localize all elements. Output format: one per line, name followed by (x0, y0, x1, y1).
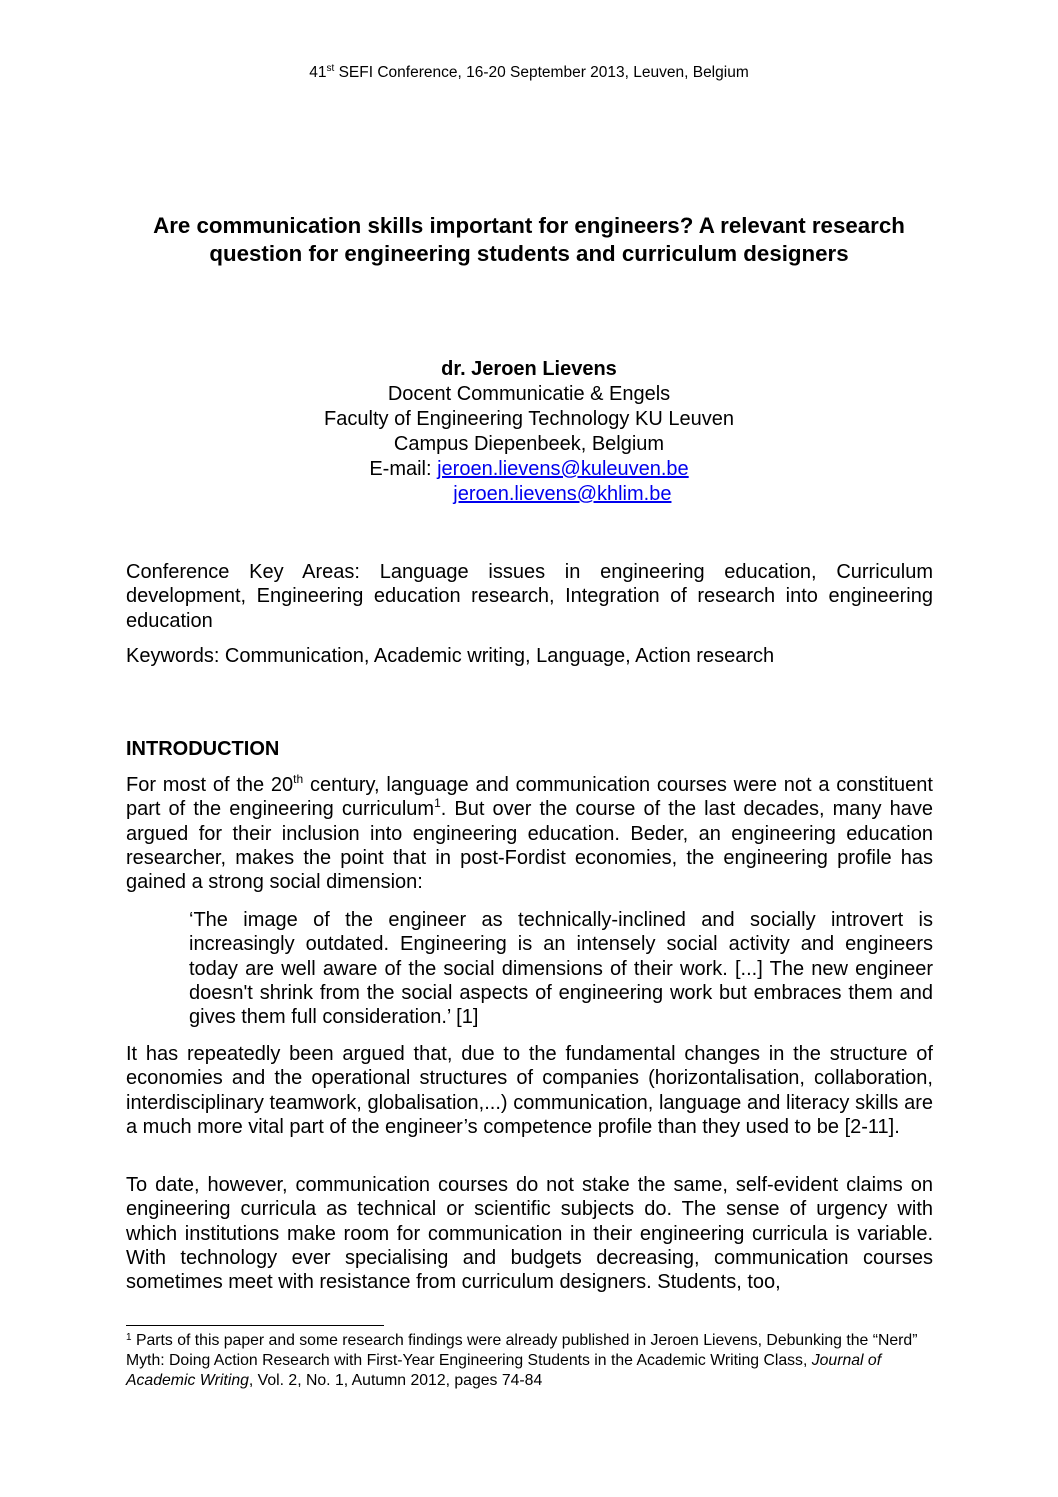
author-faculty: Faculty of Engineering Technology KU Leuven (324, 408, 734, 430)
conference-details: SEFI Conference, 16-20 September 2013, Leuven, Belgium (334, 64, 749, 81)
conference-number: 41 (309, 64, 327, 81)
intro-paragraph-1-text (126, 773, 933, 894)
author-email-line-2 (0, 482, 1058, 507)
intro-paragraph-2-text: It has repeatedly been argued that, due to the fundamental changes in the structure of economies and the operational structures of companies (horizontalisation, collaboration, interdisciplinary teamwork, globalisation,...) communication, language and literacy skills are a much more vital part of the engineer’s competence profile than they used to be [2-11]. (126, 1043, 933, 1138)
intro-paragraph-3-text: To date, however, communication courses do not stake the same, self-evident claims on engineering curricula as technical or scientific subjects do. The sense of urgency with which institutions make room for communication in their engineering curricula is variable. With technology ever specialising and budgets decreasing, communication courses sometimes meet with resistance from curriculum designers. Students, too, (126, 1174, 933, 1294)
conference-ordinal: st (326, 63, 335, 74)
section-heading-introduction: INTRODUCTION (126, 738, 280, 760)
email-link-kuleuven[interactable]: jeroen.lievens@kuleuven.be (437, 458, 689, 480)
author-campus: Campus Diepenbeek, Belgium (393, 433, 665, 455)
intro-paragraph-1 (126, 773, 933, 894)
key-areas-text: Conference Key Areas: Language issues in engineering education, Curriculum development, Engineering education research, Integration of research into engineering education (126, 561, 933, 632)
author-position: Docent Communicatie & Engels (387, 383, 671, 405)
p1-part-a: For most of the 20 (126, 774, 294, 796)
p1-superscript: th (293, 772, 304, 786)
footnote-text-b: , Vol. 2, No. 1, Autumn 2012, pages 74-84 (248, 1372, 543, 1389)
keywords (126, 644, 933, 668)
intro-paragraph-3 (126, 1173, 933, 1294)
p1-part-c: . But over the course of the last decades, many have argued for their inclusion into engineering education. Beder, an engineering education researcher, makes the point that in post-Fordist economies, the engineering profile has gained a strong social dimension: (126, 798, 933, 894)
footnote (126, 1331, 933, 1391)
footnote-ref: 1 (434, 796, 441, 811)
p1-part-b: century, language and communication courses were not a constituent part of the engineering curriculum (126, 774, 933, 821)
footnote-number: 1 (126, 1332, 132, 1343)
conference-key-areas (126, 560, 933, 633)
footnote-journal: Journal of Academic Writing (126, 1352, 882, 1389)
author-block (0, 357, 1058, 507)
email-label: E-mail: (369, 458, 438, 480)
block-quote: ‘The image of the engineer as technically-inclined and socially introvert is increasingly outdated. Engineering is an intensely social activity and engineers today are well aware of the social dimensions of their work. [...] The new engineer doesn't shrink from the social aspects of engineering work but embraces them and gives them full consideration.’ [1] (189, 909, 933, 1029)
footnote-text-a: Parts of this paper and some research findings were already published in Jeroen Lievens, Debunking the “Nerd” Myth: Doing Action Research with First-Year Engineering Students in the Academic Writing Class, (126, 1332, 918, 1369)
intro-paragraph-2 (126, 1042, 933, 1139)
paper-title: Are communication skills important for engineers? A relevant research question for engineering students and curriculum designers (153, 213, 905, 266)
conference-header (0, 64, 1058, 82)
author-email-line (0, 457, 1058, 482)
keywords-text: Keywords: Communication, Academic writing, Language, Action research (126, 645, 775, 667)
footnote-divider (126, 1325, 384, 1326)
email-link-khlim[interactable]: jeroen.lievens@khlim.be (453, 483, 672, 505)
author-name: dr. Jeroen Lievens (441, 358, 617, 380)
